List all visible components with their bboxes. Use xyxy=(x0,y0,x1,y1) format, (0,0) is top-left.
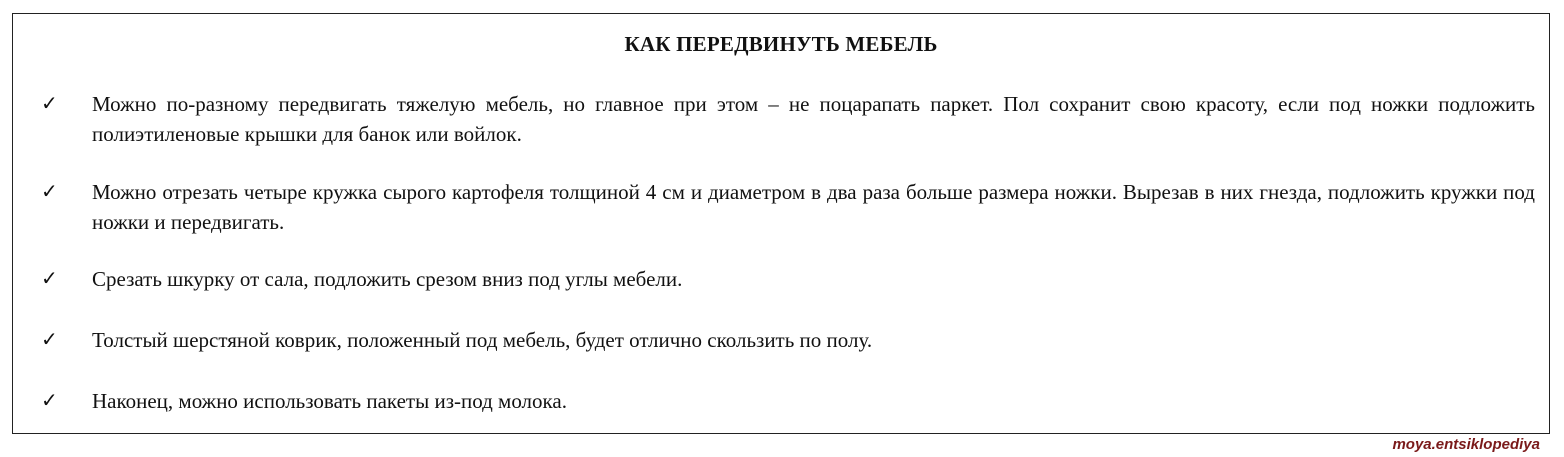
checkmark-icon: ✓ xyxy=(41,266,58,290)
tip-text: Толстый шерстяной коврик, положенный под мебель, будет отлично скользить по полу. xyxy=(92,328,873,352)
document-title: КАК ПЕРЕДВИНУТЬ МЕБЕЛЬ xyxy=(624,32,938,56)
tips-box xyxy=(12,13,1550,434)
tip-text: Можно по-разному передвигать тяжелую мебель, но главное при этом – не поцарапать паркет. Пол сохранит свою красоту, если под ножки подложить полиэтиленовые крышки для банок или войлок. xyxy=(92,92,1535,146)
checkmark-icon: ✓ xyxy=(41,91,58,115)
tip-text: Срезать шкурку от сала, подложить срезом вниз под углы мебели. xyxy=(92,267,683,291)
checkmark-icon: ✓ xyxy=(41,388,58,412)
tip-text: Наконец, можно использовать пакеты из-под молока. xyxy=(92,389,567,413)
watermark: moya.entsiklopediya xyxy=(1392,436,1540,453)
tip-text: Можно отрезать четыре кружка сырого картофеля толщиной 4 см и диаметром в два раза больше размера ножки. Вырезав в них гнезда, подложить кружки под ножки и передвигать. xyxy=(92,180,1535,234)
checkmark-icon: ✓ xyxy=(41,179,58,203)
checkmark-icon: ✓ xyxy=(41,327,58,351)
